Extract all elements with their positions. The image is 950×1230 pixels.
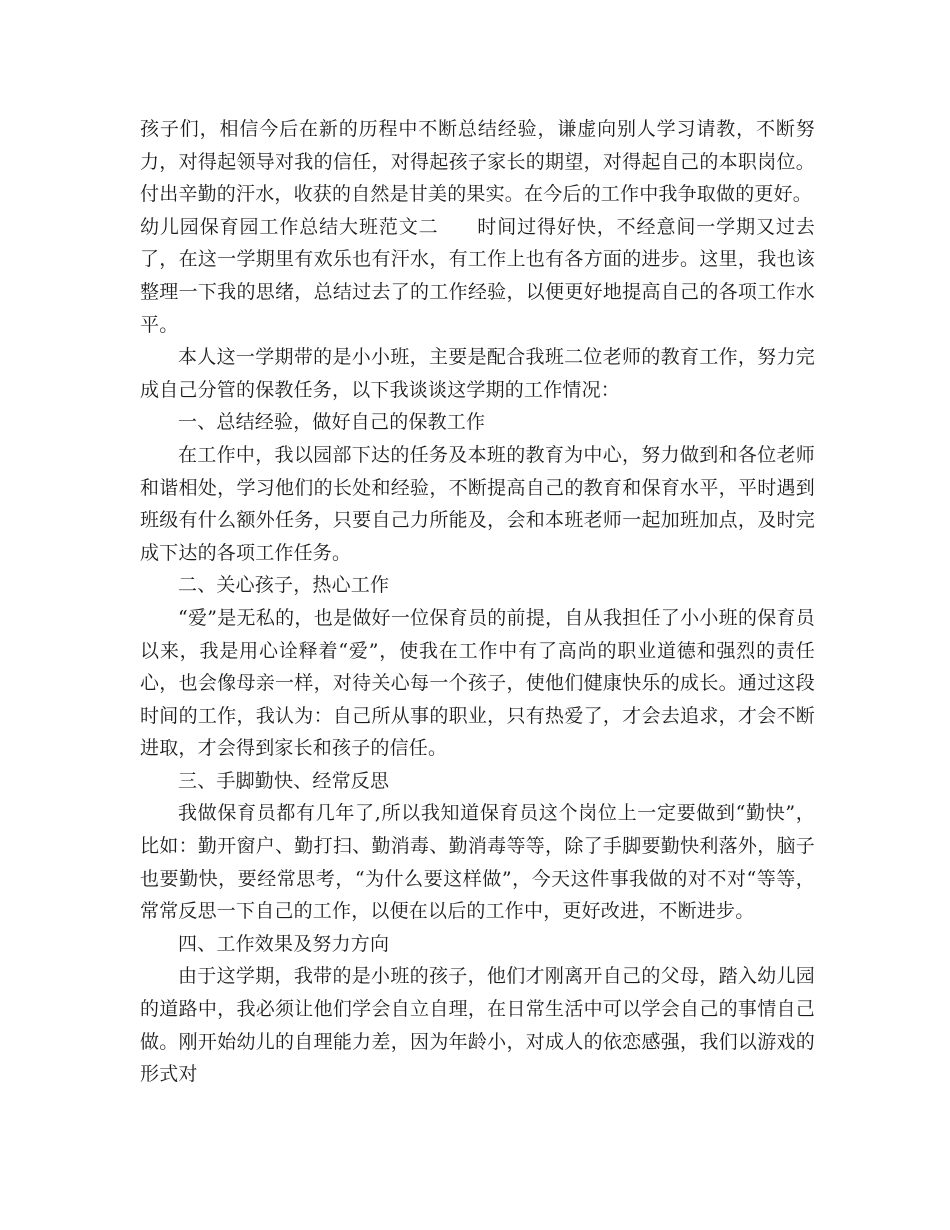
paragraph-diligence: 我做保育员都有几年了,所以我知道保育员这个岗位上一定要做到“勤快”，比如：勤开窗户、勤打扫、勤消毒、勤消毒等等，除了手脚要勤快利落外，脑子也要勤快，要经常思考，“为什么要这样做”，今天这件事我做的对不对“等等，常常反思一下自己的工作，以便在以后的工作中，更好改进，不断进步。 bbox=[140, 802, 815, 923]
document-body bbox=[140, 113, 815, 1091]
section-title-paragraph bbox=[140, 211, 815, 341]
paragraph-love: “爱”是无私的，也是做好一位保育员的前提，自从我担任了小小班的保育员以来，我是用心诠释着“爱”，使我在工作中有了高尚的职业道德和强烈的责任心，也会像母亲一样，对待关心每一个孩子，使他们健康快乐的成长。通过这段时间的工作，我认为：自己所从事的职业，只有热爱了，才会去追求，才会不断进取，才会得到家长和孩子的信任。 bbox=[140, 606, 815, 760]
paragraph-work: 在工作中，我以园部下达的任务及本班的教育为中心，努力做到和各位老师和谐相处，学习他们的长处和经验，不断提高自己的教育和保育水平，平时遇到班级有什么额外任务，只要自己力所能及，会和本班老师一起加班加点，及时完成下达的各项工作任务。 bbox=[140, 443, 815, 564]
intro-paragraph: 时间过得好快，不经意间一学期又过去了，在这一学期里有欢乐也有汗水，有工作上也有各方面的进步。这里，我也该整理一下我的思绪，总结过去了的工作经验，以便更好地提高自己的各项工作水平。 bbox=[140, 215, 815, 336]
paragraph-class-intro: 本人这一学期带的是小小班，主要是配合我班二位老师的教育工作，努力完成自己分管的保教任务，以下我谈谈这学期的工作情况： bbox=[140, 346, 815, 401]
paragraph-continuation: 孩子们，相信今后在新的历程中不断总结经验，谦虚向别人学习请教，不断努力，对得起领导对我的信任，对得起孩子家长的期望，对得起自己的本职岗位。付出辛勤的汗水，收获的自然是甘美的果实。在今后的工作中我争取做的更好。 bbox=[140, 118, 815, 206]
heading-2: 二、关心孩子，热心工作 bbox=[178, 574, 390, 597]
section-title: 幼儿园保育园工作总结大班范文二 bbox=[140, 215, 439, 238]
heading-4: 四、工作效果及努力方向 bbox=[178, 932, 390, 955]
heading-1: 一、总结经验，做好自己的保教工作 bbox=[178, 411, 486, 434]
paragraph-effects: 由于这学期，我带的是小班的孩子，他们才刚离开自己的父母，踏入幼儿园的道路中，我必须让他们学会自立自理，在日常生活中可以学会自己的事情自己做。刚开始幼儿的自理能力差，因为年龄小，对成人的依恋感强，我们以游戏的形式对 bbox=[140, 965, 815, 1086]
heading-3: 三、手脚勤快、经常反思 bbox=[178, 769, 390, 792]
